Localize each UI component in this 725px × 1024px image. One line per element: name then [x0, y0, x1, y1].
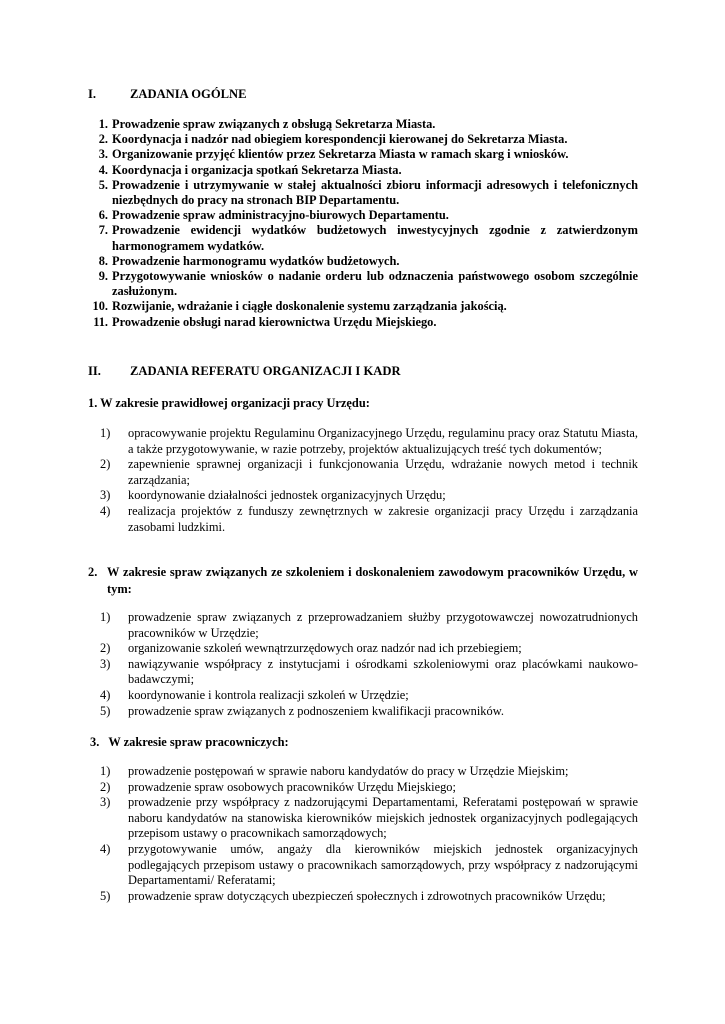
- item-number: 2): [100, 641, 111, 656]
- list-item: [86, 223, 638, 253]
- item-text: prowadzenie przy współpracy z nadzorującymi Departamentami, Referatami postępowań w sprawie naboru kandydatów na stanowiska kierowników miejskich jednostek organizacyjnych podlegających przepisom ustawy o pracownikach samorządowych;: [128, 795, 638, 841]
- list-item: [86, 132, 638, 147]
- list-item: [100, 889, 638, 905]
- section-1-number: I.: [88, 87, 97, 101]
- subsection-2-heading: [88, 564, 638, 598]
- item-number: 5): [100, 888, 111, 903]
- item-number: 4): [100, 503, 111, 518]
- item-number: 3): [100, 656, 111, 671]
- subsection-2-title: W zakresie spraw związanych ze szkoleniem i doskonaleniem zawodowym pracowników Urzędu, w tym:: [107, 565, 638, 596]
- subsection-2-list: [100, 610, 638, 719]
- list-item: [100, 488, 638, 504]
- list-item: [86, 299, 638, 314]
- list-item: [86, 208, 638, 223]
- list-item: [100, 657, 638, 688]
- list-item: [86, 254, 638, 269]
- subsection-3-title: W zakresie spraw pracowniczych:: [108, 735, 289, 749]
- item-number: 2): [100, 779, 111, 794]
- item-text: prowadzenie spraw osobowych pracowników Urzędu Miejskiego;: [128, 779, 456, 794]
- subsection-1-list: [100, 426, 638, 535]
- subsection-3-number: 3.: [90, 735, 100, 749]
- list-item: [86, 117, 638, 132]
- list-item: [100, 780, 638, 796]
- list-item: [86, 315, 638, 330]
- item-number: 4): [100, 687, 111, 702]
- item-text: zapewnienie sprawnej organizacji i funkcjonowania Urzędu, wdrażanie nowych metod i technik zarządzania;: [128, 457, 638, 487]
- item-text: opracowywanie projektu Regulaminu Organizacyjnego Urzędu, regulaminu pracy oraz Statutu Miasta, a także przygotowywanie, w razie potrzeby, projektów aktualizujących treść tych dokumentów;: [128, 426, 638, 456]
- item-text: koordynowanie i kontrola realizacji szkoleń w Urzędzie;: [128, 687, 409, 702]
- item-text: przygotowywanie umów, angaży dla kierowników miejskich jednostek organizacyjnych podlegających przepisom ustawy o pracownikach samorządowych, przy współpracy z nadzorującymi Departamentami/ Referatami;: [128, 841, 638, 888]
- subsection-1-heading: 1. W zakresie prawidłowej organizacji pracy Urzędu:: [88, 396, 370, 410]
- item-number: 1): [100, 610, 111, 624]
- item-number: 1): [100, 764, 111, 778]
- list-item: [86, 178, 638, 208]
- item-number: 11.: [93, 314, 108, 329]
- item-number: 1.: [98, 117, 108, 131]
- section-1-list: [86, 117, 638, 330]
- item-number: 4): [100, 841, 111, 856]
- subsection-3-heading: [90, 734, 289, 751]
- item-text: Prowadzenie spraw związanych z obsługą Sekretarza Miasta.: [112, 117, 436, 131]
- item-text: Koordynacja i nadzór nad obiegiem korespondencji kierowanej do Sekretarza Miasta.: [112, 132, 568, 147]
- item-text: Prowadzenie harmonogramu wydatków budżetowych.: [112, 253, 400, 268]
- item-text: Koordynacja i organizacja spotkań Sekretarza Miasta.: [112, 162, 402, 177]
- list-item: [100, 426, 638, 457]
- list-item: [100, 795, 638, 842]
- list-item: [100, 688, 638, 704]
- item-number: 4.: [98, 162, 108, 177]
- item-text: prowadzenie postępowań w sprawie naboru kandydatów do pracy w Urzędzie Miejskim;: [128, 764, 569, 778]
- list-item: [100, 457, 638, 488]
- item-number: 10.: [92, 299, 108, 314]
- item-number: 5.: [98, 177, 108, 192]
- item-number: 3.: [98, 147, 108, 162]
- item-number: 2): [100, 457, 111, 472]
- list-item: [100, 610, 638, 641]
- item-number: 2.: [98, 132, 108, 147]
- item-number: 3): [100, 488, 111, 503]
- list-item: [100, 764, 638, 780]
- list-item: [86, 147, 638, 162]
- item-text: Prowadzenie ewidencji wydatków budżetowych inwestycyjnych zgodnie z zatwierdzonym harmonogramem wydatków.: [112, 223, 638, 253]
- item-number: 1): [100, 426, 111, 440]
- section-1-title: ZADANIA OGÓLNE: [130, 87, 247, 101]
- list-item: [86, 163, 638, 178]
- item-text: prowadzenie spraw związanych z podnoszeniem kwalifikacji pracowników.: [128, 703, 504, 718]
- item-number: 3): [100, 795, 111, 810]
- item-text: prowadzenie spraw związanych z przeprowadzaniem służby przygotowawczej nowozatrudnionych pracowników w Urzędzie;: [128, 610, 638, 640]
- item-number: 5): [100, 703, 111, 718]
- item-text: koordynowanie działalności jednostek organizacyjnych Urzędu;: [128, 488, 446, 503]
- section-2-number: II.: [88, 364, 101, 378]
- item-text: Rozwijanie, wdrażanie i ciągłe doskonalenie systemu zarządzania jakością.: [112, 299, 507, 314]
- item-number: 9.: [98, 269, 108, 284]
- list-item: [100, 641, 638, 657]
- item-number: 8.: [98, 253, 108, 268]
- item-text: organizowanie szkoleń wewnątrzurzędowych oraz nadzór nad ich przebiegiem;: [128, 641, 522, 656]
- list-item: [100, 504, 638, 535]
- list-item: [100, 842, 638, 889]
- list-item: [86, 269, 638, 299]
- list-item: [100, 704, 638, 720]
- item-text: prowadzenie spraw dotyczących ubezpieczeń społecznych i zdrowotnych pracowników Urzędu;: [128, 888, 606, 903]
- item-number: 7.: [98, 223, 108, 238]
- item-text: nawiązywanie współpracy z instytucjami i ośrodkami szkoleniowymi oraz placówkami naukowo-badawczymi;: [128, 656, 638, 687]
- item-text: Przygotowywanie wniosków o nadanie orderu lub odznaczenia państwowego osobom szczególnie zasłużonym.: [112, 269, 638, 299]
- item-number: 6.: [98, 208, 108, 223]
- subsection-3-list: [100, 764, 638, 904]
- item-text: Organizowanie przyjęć klientów przez Sekretarza Miasta w ramach skarg i wniosków.: [112, 147, 569, 162]
- item-text: Prowadzenie i utrzymywanie w stałej aktualności zbioru informacji adresowych i telefonicznych niezbędnych do pracy na stronach BIP Departamentu.: [112, 177, 638, 208]
- item-text: realizacja projektów z funduszy zewnętrznych w zakresie organizacji pracy Urzędu i zarządzania zasobami ludzkimi.: [128, 503, 638, 534]
- subsection-2-number: 2.: [88, 565, 98, 579]
- item-text: Prowadzenie spraw administracyjno-biurowych Departamentu.: [112, 208, 449, 223]
- section-2-title: ZADANIA REFERATU ORGANIZACJI I KADR: [130, 364, 401, 378]
- item-text: Prowadzenie obsługi narad kierownictwa Urzędu Miejskiego.: [112, 314, 437, 329]
